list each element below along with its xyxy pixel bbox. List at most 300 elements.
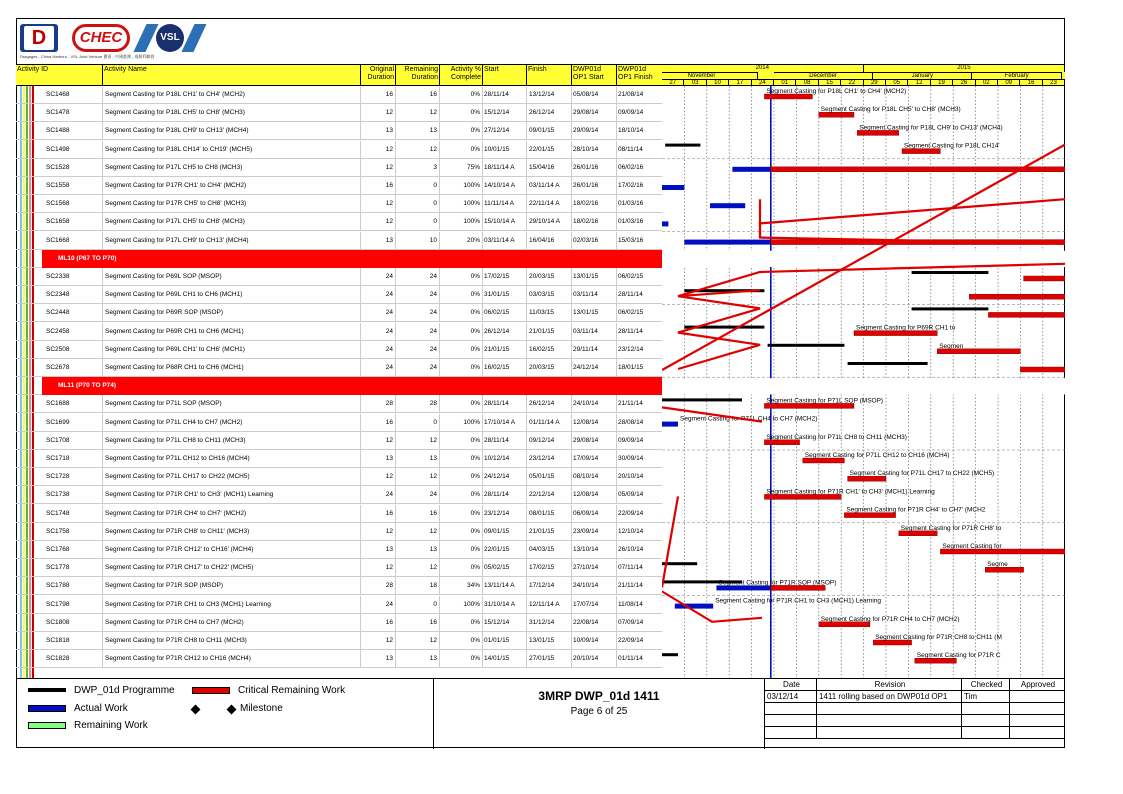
logo-band: [16, 18, 1065, 64]
cell-start: 28/11/14: [484, 491, 509, 499]
legend-critical-swatch: [192, 687, 230, 694]
cell-pct: 0%: [470, 109, 480, 117]
cell-start: 15/12/14: [484, 618, 510, 626]
cell-name: Segment Casting for P71R CH4' to CH7' (MCH2): [105, 509, 247, 517]
timescale-header: [662, 64, 1065, 86]
actual-bar: [732, 167, 770, 172]
cell-op1f: 18/10/14: [618, 127, 644, 135]
cell-finish: 09/12/14: [529, 436, 555, 444]
cell-start: 01/01/15: [484, 637, 510, 644]
cell-name: Segment Casting for P17R CH1' to CH4' (MCH2): [105, 182, 247, 189]
cell-pct: 0%: [470, 655, 480, 663]
cell-id: SC2338: [46, 273, 70, 280]
cell-id: SC1688: [46, 400, 70, 408]
col-finish[interactable]: Finish: [526, 65, 571, 85]
rev-date: 03/12/14: [765, 691, 817, 703]
cell-op1f: 23/12/14: [618, 345, 644, 353]
cell-op1s: 28/10/14: [573, 145, 599, 153]
cell-start: 06/02/15: [484, 309, 510, 317]
cell-start: 10/12/14: [484, 455, 510, 462]
cell-start: 23/12/14: [484, 509, 510, 517]
cell-rd: 13: [429, 127, 437, 135]
table-row[interactable]: [16, 486, 662, 504]
legend-critical: Critical Remaining Work: [238, 685, 346, 696]
cell-od: 13: [385, 455, 393, 462]
cell-finish: 09/01/15: [529, 127, 555, 135]
page-number: Page 6 of 25: [570, 706, 628, 717]
cell-op1s: 13/01/15: [573, 273, 599, 280]
cell-od: 24: [385, 345, 393, 353]
table-row[interactable]: [16, 177, 662, 195]
week-label: 09: [998, 79, 1020, 86]
cell-op1s: 26/01/16: [573, 182, 599, 189]
cell-op1s: 12/08/14: [573, 418, 599, 426]
cell-op1f: 21/11/14: [618, 582, 643, 590]
table-row[interactable]: [16, 468, 662, 486]
cell-op1s: 18/02/16: [573, 218, 599, 226]
cell-start: 21/01/15: [484, 345, 510, 353]
cell-finish: 26/12/14: [529, 109, 555, 117]
cell-start: 16/02/15: [484, 364, 510, 371]
table-row[interactable]: [16, 414, 662, 432]
cell-rd: 24: [429, 491, 437, 499]
cell-finish: 03/11/14 A: [529, 182, 560, 189]
bar-label: Segment Casting for P69R CH1 to: [856, 324, 956, 332]
cell-id: SC1568: [46, 200, 70, 208]
col-activity-id[interactable]: Activity ID: [17, 66, 49, 73]
cell-rd: 3: [433, 163, 437, 171]
cell-pct: 0%: [470, 309, 480, 317]
cell-op1f: 06/02/15: [618, 273, 644, 280]
cell-op1s: 18/02/16: [573, 200, 599, 208]
week-label: 27: [662, 79, 684, 86]
month-label: November: [662, 72, 758, 79]
cell-op1s: 24/10/14: [573, 582, 599, 590]
week-label: 26: [953, 79, 975, 86]
col-start[interactable]: Start: [482, 65, 526, 85]
critical-link: [678, 296, 760, 369]
cell-start: 09/01/15: [484, 527, 510, 535]
critical-bar: [988, 312, 1065, 317]
table-row[interactable]: [16, 104, 662, 122]
table-row[interactable]: [16, 341, 662, 359]
cell-pct: 0%: [470, 509, 480, 517]
table-row[interactable]: [16, 141, 662, 159]
week-label: 03: [684, 79, 706, 86]
cell-name: Segment Casting for P71L CH12 to CH16 (MCH4): [105, 455, 250, 462]
cell-od: 12: [385, 564, 393, 572]
cell-rd: 18: [429, 582, 437, 590]
milestone-diamond-icon: [191, 705, 201, 715]
week-label: 10: [707, 79, 729, 86]
cell-op1s: 13/01/15: [573, 309, 599, 317]
legend-remaining-swatch: [28, 722, 66, 729]
cell-start: 15/12/14: [484, 109, 510, 117]
actual-bar: [710, 203, 745, 208]
wbs-label: ML11 (P70 TO P74): [42, 377, 662, 395]
cell-finish: 22/12/14: [529, 491, 555, 499]
cell-pct: 0%: [470, 327, 480, 335]
cell-id: SC2458: [46, 327, 70, 335]
bar-label: Segment Casting for P71L SOP (MSOP): [766, 397, 884, 405]
year-label: 2014: [662, 65, 864, 72]
cell-od: 28: [385, 582, 393, 590]
programme-bar: [665, 144, 700, 147]
cell-op1f: 09/09/14: [618, 109, 644, 117]
cell-name: Segment Casting for P69L SOP (MSOP): [105, 273, 222, 280]
cell-name: Segment Casting for P18L CH14' to CH19' (MCH5): [105, 145, 253, 153]
cell-od: 24: [385, 327, 393, 335]
cell-id: SC1658: [46, 218, 70, 226]
bar-label: Segment Casting for P71R CH4 to CH7 (MCH2): [820, 615, 960, 623]
cell-id: SC1718: [46, 455, 70, 462]
cell-id: SC1768: [46, 546, 70, 553]
cell-name: Segment Casting for P69R SOP (MSOP): [105, 309, 224, 317]
cell-name: Segment Casting for P69L CH1' to CH6' (MCH1): [105, 345, 245, 353]
table-row[interactable]: [16, 213, 662, 231]
cell-op1f: 26/10/14: [618, 546, 644, 553]
cell-od: 24: [385, 364, 393, 371]
bar-label: Segment Casting for P71R SOP (MSOP): [718, 579, 837, 587]
cell-op1s: 29/08/14: [573, 109, 599, 117]
cell-op1s: 03/11/14: [573, 291, 598, 299]
table-row[interactable]: [16, 86, 662, 104]
bar-label: Segment Casting for P71L CH4 to CH7 (MCH2): [680, 415, 818, 423]
cell-rd: 0: [433, 600, 437, 608]
cell-op1s: 29/11/14: [573, 345, 598, 353]
legend-remaining: Remaining Work: [74, 720, 148, 731]
table-row[interactable]: [16, 541, 662, 559]
cell-finish: 17/02/15: [529, 564, 555, 572]
week-label: 02: [976, 79, 998, 86]
cell-start: 24/12/14: [484, 473, 510, 481]
wbs-band[interactable]: [16, 377, 662, 395]
rev-checked: Tim: [962, 691, 1010, 703]
week-label: 12: [908, 79, 930, 86]
cell-od: 24: [385, 491, 393, 499]
cell-rd: 24: [429, 327, 437, 335]
cell-op1f: 17/02/16: [618, 182, 644, 189]
cell-id: SC1488: [46, 127, 70, 135]
cell-id: SC2678: [46, 364, 70, 371]
col-op1-start[interactable]: DWP01d OP1 Start: [571, 65, 616, 85]
cell-rd: 24: [429, 291, 437, 299]
table-header: [16, 64, 662, 86]
cell-op1s: 29/08/14: [573, 436, 599, 444]
cell-finish: 13/12/14: [529, 91, 555, 98]
cell-od: 24: [385, 291, 393, 299]
cell-od: 12: [385, 109, 393, 117]
cell-id: SC1788: [46, 582, 70, 590]
table-row[interactable]: [16, 577, 662, 595]
cell-rd: 12: [429, 637, 437, 644]
cell-name: Segment Casting for P17R CH5' to CH8' (MCH3): [105, 200, 247, 208]
cell-id: SC2508: [46, 345, 70, 353]
cell-finish: 05/01/15: [529, 473, 555, 481]
programme-bar: [662, 653, 678, 656]
bar-label: Segmen: [939, 342, 964, 350]
cell-op1f: 01/03/16: [618, 218, 644, 226]
cell-name: Segment Casting for P71R SOP (MSOP): [105, 582, 224, 590]
cell-id: SC1738: [46, 491, 70, 499]
bar-label: Segment Casting for P71R CH1' to CH3' (MCH1) Learning: [766, 488, 935, 496]
cell-op1f: 01/03/16: [618, 200, 644, 208]
week-label: 16: [1020, 79, 1042, 86]
cell-rd: 13: [429, 455, 437, 462]
col-op1-finish[interactable]: DWP01d OP1 Finish: [616, 65, 662, 85]
cell-rd: 0: [433, 200, 437, 208]
cell-pct: 0%: [470, 491, 480, 499]
cell-id: SC2348: [46, 291, 70, 299]
rev-header-revision: Revision: [817, 679, 962, 691]
critical-link: [760, 199, 1065, 243]
cell-op1f: 21/08/14: [618, 91, 644, 98]
cell-rd: 0: [433, 418, 437, 426]
table-row[interactable]: [16, 304, 662, 322]
rev-header-approved: Approved: [1010, 679, 1065, 691]
table-row[interactable]: [16, 632, 662, 650]
bar-label: Segment Casting for P71R CH4' to CH7' (MCH2: [846, 506, 986, 514]
cell-name: Segment Casting for P71L CH17 to CH22 (MCH5): [105, 473, 250, 481]
cell-op1s: 17/09/14: [573, 455, 599, 462]
cell-rd: 13: [429, 655, 437, 663]
actual-bar: [684, 240, 770, 245]
cell-op1f: 22/09/14: [618, 637, 644, 644]
cell-op1f: 08/11/14: [618, 145, 643, 153]
cell-finish: 04/03/15: [529, 546, 555, 553]
cell-pct: 0%: [470, 91, 480, 98]
bar-label: Segment Casting for P71R CH8 to CH11 (M: [875, 634, 1002, 641]
cell-pct: 0%: [470, 455, 480, 462]
cell-start: 11/11/14 A: [484, 200, 515, 208]
cell-op1f: 20/10/14: [618, 473, 644, 481]
table-row[interactable]: [16, 523, 662, 541]
cell-pct: 0%: [470, 273, 480, 280]
cell-finish: 20/03/15: [529, 364, 555, 371]
cell-start: 18/11/14 A: [484, 163, 515, 171]
cell-pct: 0%: [470, 564, 480, 572]
cell-od: 24: [385, 600, 393, 608]
cell-start: 10/01/15: [484, 145, 510, 153]
cell-id: SC1828: [46, 655, 70, 663]
cell-finish: 22/01/15: [529, 145, 555, 153]
cell-op1f: 30/09/14: [618, 455, 644, 462]
critical-link: [662, 496, 678, 587]
cell-od: 12: [385, 200, 393, 208]
cell-pct: 100%: [463, 418, 480, 426]
cell-start: 31/10/14 A: [484, 600, 516, 608]
programme-bar: [912, 307, 989, 310]
cell-rd: 0: [433, 218, 437, 226]
cell-finish: 23/12/14: [529, 455, 555, 462]
cell-op1s: 02/03/16: [573, 236, 599, 244]
cell-finish: 13/01/15: [529, 637, 555, 644]
dragages-logo: D: [20, 24, 58, 52]
cell-op1f: 06/02/16: [618, 163, 644, 171]
table-row[interactable]: [16, 122, 662, 140]
cell-od: 12: [385, 473, 393, 481]
cell-op1f: 18/01/15: [618, 364, 644, 371]
actual-bar: [662, 221, 668, 226]
cell-pct: 100%: [463, 600, 480, 608]
cell-finish: 27/01/15: [529, 655, 555, 663]
week-label: 08: [796, 79, 818, 86]
month-label: February: [972, 72, 1062, 79]
week-label: 24: [752, 79, 774, 86]
cell-id: SC1748: [46, 509, 70, 517]
bar-label: Segment Casting for P18L CH5' to CH8' (MCH3): [820, 106, 961, 114]
table-row[interactable]: [16, 323, 662, 341]
logo-caption: Dragages - China Harbour - VSL Joint Venture 寶嘉 - 中國港灣 - 威勝利聯營: [20, 54, 155, 59]
cell-name: Segment Casting for P71R CH12 to CH16 (MCH4): [105, 655, 251, 663]
cell-pct: 0%: [470, 618, 480, 626]
cell-rd: 28: [429, 400, 437, 408]
cell-id: SC1468: [46, 91, 70, 98]
critical-bar: [969, 294, 1065, 299]
cell-finish: 17/12/14: [529, 582, 555, 590]
actual-bar: [662, 185, 684, 190]
cell-op1f: 22/09/14: [618, 509, 644, 517]
cell-id: SC1758: [46, 527, 70, 535]
cell-op1s: 12/08/14: [573, 491, 599, 499]
cell-op1f: 09/09/14: [618, 436, 644, 444]
table-row[interactable]: [16, 268, 662, 286]
table-row[interactable]: [16, 505, 662, 523]
cell-id: SC1818: [46, 637, 70, 644]
bar-label: Segment Casting for P18L CH14': [904, 142, 1000, 150]
cell-finish: 22/11/14 A: [529, 200, 560, 208]
cell-id: SC1668: [46, 236, 70, 244]
table-row[interactable]: [16, 650, 662, 668]
col-percent-complete[interactable]: Activity % Complete: [439, 65, 482, 85]
cell-name: Segment Casting for P17L CH5' to CH8' (MCH3): [105, 218, 245, 226]
month-label: December: [774, 72, 873, 79]
cell-od: 16: [385, 91, 393, 98]
critical-bar: [1024, 276, 1065, 281]
legend-programme-swatch: [28, 688, 66, 692]
table-row[interactable]: [16, 359, 662, 377]
critical-bar: [1020, 367, 1065, 372]
bar-label: Segme: [987, 561, 1008, 569]
cell-start: 13/11/14 A: [484, 582, 515, 590]
rev-header-checked: Checked: [962, 679, 1010, 691]
week-label: 19: [931, 79, 953, 86]
cell-od: 12: [385, 527, 393, 535]
cell-finish: 26/12/14: [529, 400, 555, 408]
cell-pct: 0%: [470, 436, 480, 444]
table-row[interactable]: [16, 195, 662, 213]
cell-start: 22/01/15: [484, 546, 510, 553]
cell-op1s: 13/10/14: [573, 546, 599, 553]
table-row[interactable]: [16, 232, 662, 250]
cell-start: 17/02/15: [484, 273, 510, 280]
cell-id: SC1558: [46, 182, 70, 189]
week-label: 17: [729, 79, 751, 86]
cell-op1f: 05/09/14: [618, 491, 644, 499]
bar-label: Segment Casting for P71L CH12 to CH16 (MCH4): [804, 452, 950, 459]
chec-logo: CHEC: [72, 24, 130, 52]
cell-name: Segment Casting for P71R CH1 to CH3 (MCH1) Learning: [105, 600, 271, 608]
bar-label: Segment Casting for P71L CH8 to CH11 (MCH3): [766, 433, 907, 441]
cell-od: 12: [385, 163, 393, 171]
cell-op1s: 24/12/14: [573, 364, 599, 371]
cell-name: Segment Casting for P18L CH5' to CH8' (MCH3): [105, 109, 245, 117]
cell-id: SC1699: [46, 418, 70, 426]
cell-od: 12: [385, 218, 393, 226]
cell-op1s: 05/08/14: [573, 91, 599, 98]
bar-label: Segment Casting for P71R C: [916, 652, 1001, 660]
cell-start: 28/11/14: [484, 436, 509, 444]
table-row[interactable]: [16, 159, 662, 177]
table-row[interactable]: [16, 432, 662, 450]
col-activity-name[interactable]: Activity Name: [102, 65, 360, 85]
legend-actual: Actual Work: [74, 703, 128, 714]
table-row[interactable]: [16, 450, 662, 468]
table-row[interactable]: [16, 614, 662, 632]
month-label: January: [873, 72, 972, 79]
cell-finish: 16/02/15: [529, 345, 555, 353]
legend-programme: DWP_01d Programme: [74, 685, 175, 696]
cell-start: 15/10/14 A: [484, 218, 516, 226]
cell-rd: 16: [429, 91, 437, 98]
table-row[interactable]: [16, 395, 662, 413]
cell-pct: 0%: [470, 145, 480, 153]
bar-label: Segment Casting for P71R CH8' to: [900, 524, 1002, 532]
cell-rd: 12: [429, 564, 437, 572]
cell-op1s: 17/07/14: [573, 600, 599, 608]
cell-name: Segment Casting for P18L CH9' to CH13' (MCH4): [105, 127, 249, 135]
legend-milestone: Milestone: [240, 703, 283, 714]
cell-name: Segment Casting for P69R CH1 to CH6 (MCH1): [105, 327, 244, 335]
vsl-logo: VSL: [136, 24, 204, 52]
wbs-label: ML10 (P67 TO P70): [42, 250, 662, 268]
bar-label: Segment Casting for P71R CH1 to CH3 (MCH1) Learning: [715, 597, 882, 605]
cell-finish: 12/11/14 A: [529, 600, 560, 608]
cell-rd: 24: [429, 273, 437, 280]
cell-id: SC1498: [46, 145, 70, 153]
cell-id: SC1478: [46, 109, 70, 117]
gantt-chart: [662, 86, 1065, 678]
wbs-band[interactable]: [16, 250, 662, 268]
cell-rd: 24: [429, 364, 437, 371]
cell-finish: 31/12/14: [529, 618, 555, 626]
col-original-duration[interactable]: Original Duration: [360, 65, 395, 85]
cell-od: 13: [385, 236, 393, 244]
cell-name: Segment Casting for P69L CH1 to CH6 (MCH1): [105, 291, 243, 299]
actual-bar: [662, 422, 678, 427]
cell-op1s: 27/10/14: [573, 564, 599, 572]
col-remaining-duration[interactable]: Remaining Duration: [395, 65, 439, 85]
table-row[interactable]: [16, 559, 662, 577]
cell-op1f: 21/11/14: [618, 400, 643, 408]
cell-rd: 0: [433, 182, 437, 189]
cell-pct: 0%: [470, 345, 480, 353]
cell-op1f: 12/10/14: [618, 527, 644, 535]
cell-op1f: 07/11/14: [618, 564, 643, 572]
cell-start: 28/11/14: [484, 400, 509, 408]
cell-op1f: 07/09/14: [618, 618, 644, 626]
cell-name: Segment Casting for P71L CH8 to CH11 (MCH3): [105, 436, 246, 444]
cell-od: 24: [385, 273, 393, 280]
table-row[interactable]: [16, 596, 662, 614]
cell-pct: 0%: [470, 473, 480, 481]
cell-finish: 08/01/15: [529, 509, 555, 517]
cell-name: Segment Casting for P71R CH1' to CH3' (MCH1) Learning: [105, 491, 274, 499]
cell-rd: 12: [429, 527, 437, 535]
cell-pct: 34%: [466, 582, 480, 590]
cell-rd: 24: [429, 309, 437, 317]
table-row[interactable]: [16, 286, 662, 304]
